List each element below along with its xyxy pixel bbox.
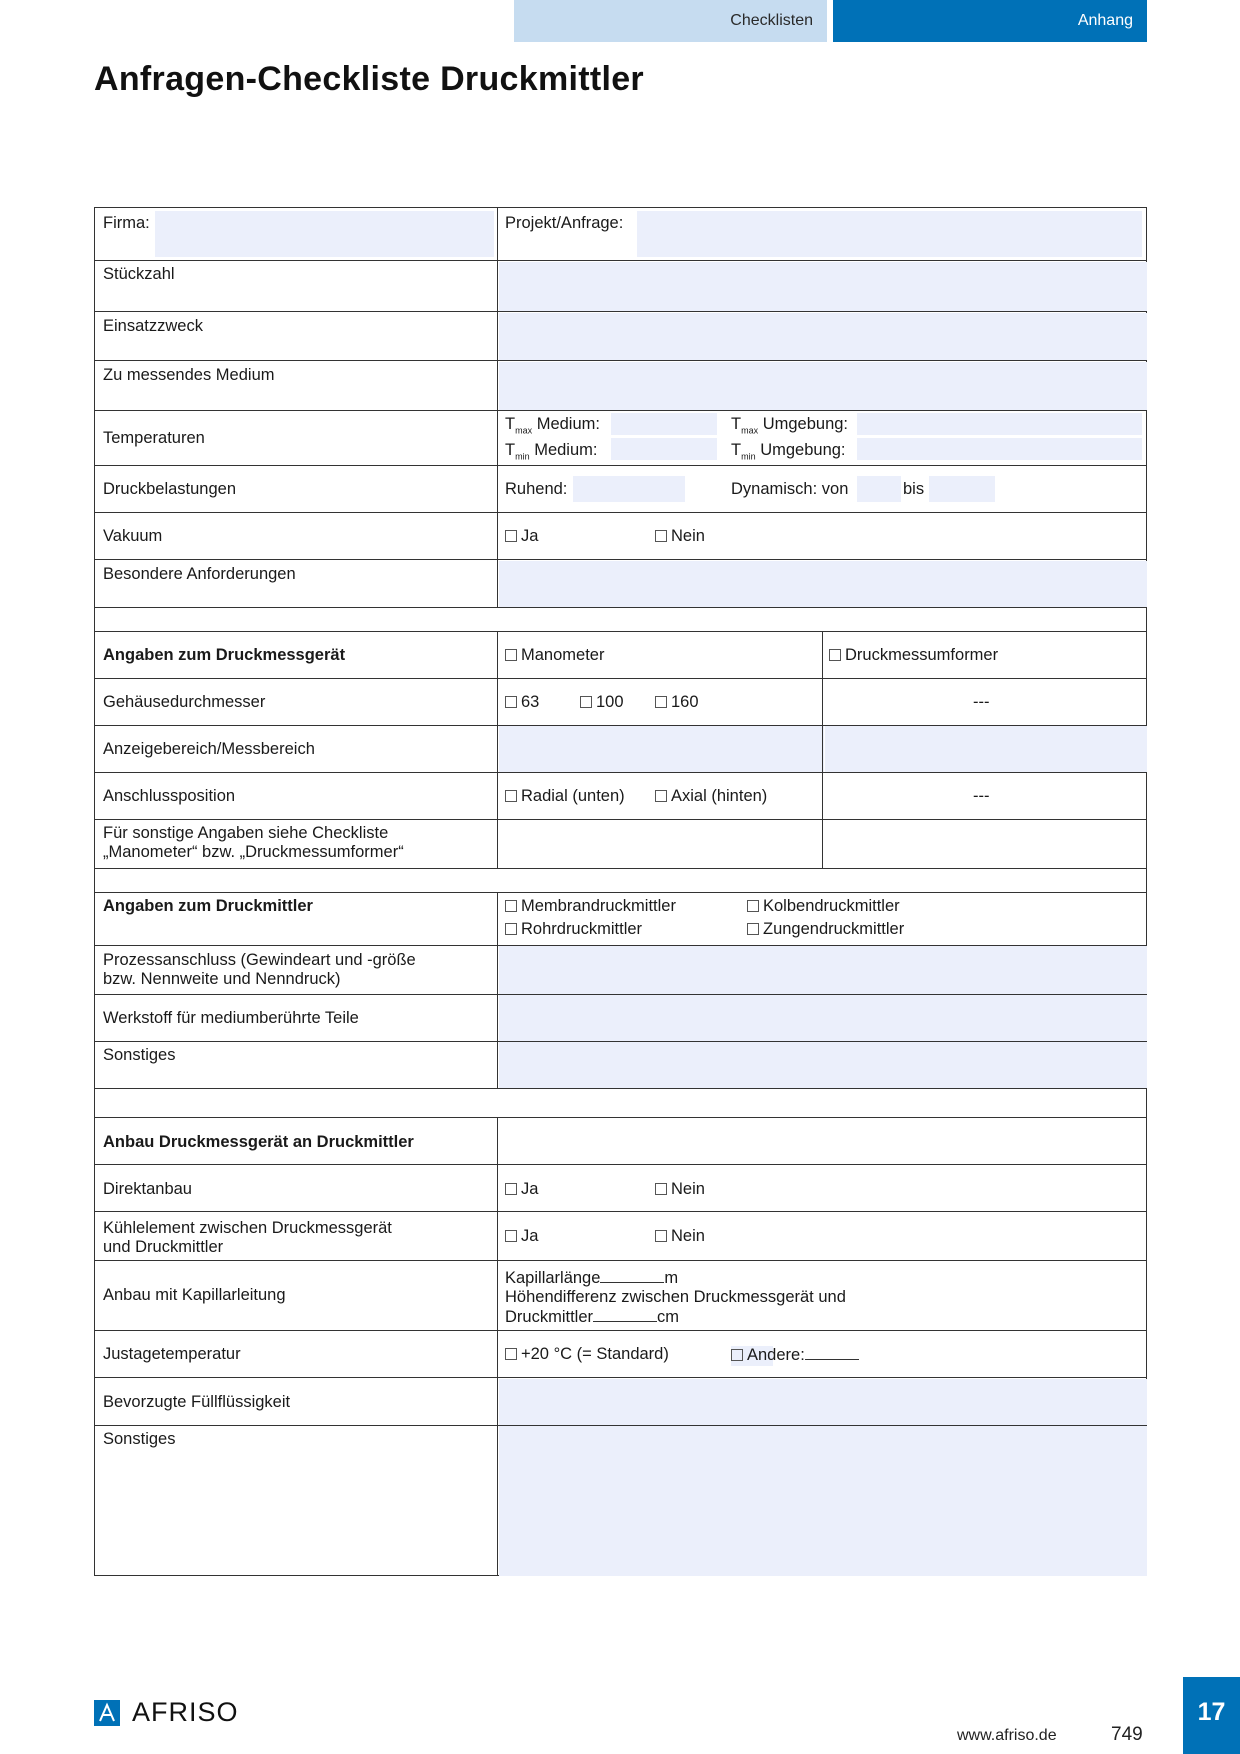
andere-label: Andere:: [747, 1346, 805, 1364]
checkbox-icon: [655, 530, 667, 542]
kap-laenge-field[interactable]: [600, 1268, 664, 1283]
t-symbol: T: [505, 441, 516, 459]
manometer-checkbox[interactable]: [505, 646, 604, 665]
checkbox-icon: [731, 1349, 743, 1361]
kuehlelement-label: [103, 1219, 392, 1257]
d160-checkbox[interactable]: [655, 693, 699, 712]
medium-word: Medium:: [534, 441, 598, 459]
kolben-checkbox[interactable]: [747, 897, 900, 916]
manometer-label: Manometer: [521, 646, 605, 664]
fuellfluessigkeit-input[interactable]: [499, 1379, 1147, 1425]
besondere-input[interactable]: [499, 561, 1147, 607]
stueckzahl-label: Stückzahl: [103, 265, 175, 283]
stueckzahl-input[interactable]: [499, 262, 1147, 312]
tab-anhang[interactable]: [833, 0, 1147, 42]
sonstiges-2-input[interactable]: [499, 1426, 1147, 1576]
max-sub: max: [515, 425, 533, 436]
axial-checkbox[interactable]: [655, 787, 767, 806]
checkbox-icon: [747, 923, 759, 935]
d100-checkbox[interactable]: [580, 693, 624, 712]
plus20-label: +20 °C (= Standard): [521, 1345, 669, 1363]
druckmessumformer-checkbox[interactable]: [829, 646, 998, 665]
werkstoff-label: Werkstoff für mediumberührte Teile: [103, 1009, 359, 1027]
sonstiges-2-label: Sonstiges: [103, 1430, 176, 1448]
kuehl-line-2: und Druckmittler: [103, 1238, 224, 1256]
plus20-checkbox[interactable]: [505, 1345, 669, 1364]
tmin-umgebung-input[interactable]: [857, 438, 1142, 460]
temperaturen-label: Temperaturen: [103, 429, 205, 447]
axial-label: Axial (hinten): [671, 787, 768, 805]
checkbox-icon: [505, 923, 517, 935]
sonstige-line-2: „Manometer“ bzw. „Druckmessumformer“: [103, 843, 404, 861]
dynamisch-bis-input[interactable]: [929, 476, 995, 502]
tmin-medium-label: [505, 441, 597, 466]
angaben-geraet-heading: Angaben zum Druckmessgerät: [103, 646, 346, 664]
checklist-form: [94, 207, 1147, 1576]
max-sub: max: [741, 425, 759, 436]
page-number: 749: [1111, 1724, 1143, 1745]
besondere-label: Besondere Anforderungen: [103, 565, 296, 583]
gehaeuse-label: Gehäusedurchmesser: [103, 693, 266, 711]
prozess-line-2: bzw. Nennweite und Nenndruck): [103, 970, 341, 988]
checkbox-icon: [655, 1230, 667, 1242]
angaben-mittler-heading: Angaben zum Druckmittler: [103, 897, 313, 915]
d100-label: 100: [596, 693, 624, 711]
checkbox-icon: [829, 649, 841, 661]
ruhend-label: Ruhend:: [505, 480, 568, 498]
radial-label: Radial (unten): [521, 787, 625, 805]
tab-checklisten-label: Checklisten: [730, 12, 813, 29]
medium-input[interactable]: [499, 362, 1147, 410]
vakuum-ja-checkbox[interactable]: [505, 527, 538, 546]
firma-input[interactable]: [155, 211, 494, 257]
tmin-medium-input[interactable]: [611, 438, 717, 460]
kuehl-line-1: Kühlelement zwischen Druckmessgerät: [103, 1219, 392, 1237]
anzeigebereich-label: Anzeigebereich/Messbereich: [103, 740, 315, 758]
vakuum-nein-checkbox[interactable]: [655, 527, 705, 546]
page-title: Anfragen-Checkliste Druckmittler: [94, 60, 644, 98]
min-sub: min: [741, 451, 756, 462]
sonstige-angaben-label: [103, 824, 404, 862]
radial-checkbox[interactable]: [505, 787, 625, 806]
chapter-badge: 17: [1183, 1677, 1240, 1754]
kap-cm-field[interactable]: [593, 1307, 657, 1322]
druckmessumformer-label: Druckmessumformer: [845, 646, 999, 664]
einsatzzweck-input[interactable]: [499, 313, 1147, 361]
t-symbol: T: [505, 415, 516, 433]
checkbox-icon: [505, 790, 517, 802]
ruhend-input[interactable]: [573, 476, 685, 502]
afriso-brand: AFRISO: [132, 1697, 239, 1727]
andere-checkbox[interactable]: [731, 1345, 859, 1365]
projekt-input[interactable]: [637, 211, 1142, 257]
firma-label: Firma:: [103, 214, 150, 232]
tmax-umgebung-label: [731, 415, 848, 440]
dynamisch-von-input[interactable]: [857, 476, 901, 502]
anschlussposition-label: Anschlussposition: [103, 787, 236, 805]
zungen-label: Zungendruckmittler: [763, 920, 905, 938]
footer-url[interactable]: www.afriso.de: [957, 1727, 1057, 1744]
gehaeuse-dash: ---: [973, 693, 990, 711]
t-symbol: T: [731, 415, 742, 433]
membran-checkbox[interactable]: [505, 897, 676, 916]
anzeigebereich-umformer-input[interactable]: [825, 726, 1147, 772]
vakuum-label: Vakuum: [103, 527, 163, 545]
werkstoff-input[interactable]: [499, 995, 1147, 1041]
kap-mittler-label: Druckmittler: [505, 1308, 594, 1326]
nein-label: Nein: [671, 1227, 705, 1245]
checkbox-icon: [580, 696, 592, 708]
kuehl-nein-checkbox[interactable]: [655, 1227, 705, 1246]
prozess-line-1: Prozessanschluss (Gewindeart und -größe: [103, 951, 416, 969]
kapillar-details: [505, 1268, 846, 1327]
fuellfluessigkeit-label: Bevorzugte Füllflüssigkeit: [103, 1393, 291, 1411]
kuehl-ja-checkbox[interactable]: [505, 1227, 538, 1246]
rohr-checkbox[interactable]: [505, 920, 642, 939]
tmax-umgebung-input[interactable]: [857, 413, 1142, 435]
medium-word: Medium:: [536, 415, 600, 433]
einsatzzweck-label: Einsatzzweck: [103, 317, 203, 335]
tmax-medium-label: [505, 415, 600, 440]
sonstige-line-1: Für sonstige Angaben siehe Checkliste: [103, 824, 389, 842]
d63-label: 63: [521, 693, 540, 711]
nein-label: Nein: [671, 1180, 705, 1198]
direktanbau-ja-checkbox[interactable]: [505, 1180, 538, 1199]
ja-label: Ja: [521, 1180, 539, 1198]
dynamisch-label: Dynamisch: von: [731, 480, 849, 498]
medium-label: Zu messendes Medium: [103, 366, 275, 384]
checkbox-icon: [505, 1230, 517, 1242]
membran-label: Membrandruckmittler: [521, 897, 676, 915]
direktanbau-label: Direktanbau: [103, 1180, 192, 1198]
tmin-umgebung-label: [731, 441, 846, 466]
tab-anhang-label: Anhang: [1077, 12, 1133, 29]
checkbox-icon: [505, 649, 517, 661]
justage-label: Justagetemperatur: [103, 1345, 241, 1363]
direktanbau-nein-checkbox[interactable]: [655, 1180, 705, 1199]
kap-laenge-label: Kapillarlänge: [505, 1269, 601, 1287]
checkbox-icon: [505, 1348, 517, 1360]
d160-label: 160: [671, 693, 699, 711]
tab-checklisten[interactable]: [514, 0, 827, 42]
rohr-label: Rohrdruckmittler: [521, 920, 643, 938]
sonstiges-label: Sonstiges: [103, 1046, 176, 1064]
anzeigebereich-manometer-input[interactable]: [499, 726, 824, 772]
tmax-medium-input[interactable]: [611, 413, 717, 435]
umgebung-word: Umgebung:: [760, 441, 846, 459]
d63-checkbox[interactable]: [505, 693, 539, 712]
checkbox-icon: [505, 530, 517, 542]
prozess-label: [103, 951, 416, 989]
druckbelastungen-label: Druckbelastungen: [103, 480, 236, 498]
afriso-logo-icon: [94, 1700, 120, 1726]
prozess-input[interactable]: [499, 946, 1147, 994]
afriso-logo: [94, 1697, 239, 1728]
anbau-heading: Anbau Druckmessgerät an Druckmittler: [103, 1133, 414, 1151]
andere-field[interactable]: [805, 1345, 859, 1360]
sonstiges-input[interactable]: [499, 1042, 1147, 1088]
t-symbol: T: [731, 441, 742, 459]
umgebung-word: Umgebung:: [762, 415, 849, 433]
checkbox-icon: [505, 900, 517, 912]
checkbox-icon: [655, 790, 667, 802]
kap-hoehe-label: Höhendifferenz zwischen Druckmessgerät und: [505, 1288, 846, 1306]
kolben-label: Kolbendruckmittler: [763, 897, 900, 915]
kap-cm-unit: cm: [657, 1308, 680, 1326]
kapillar-label: Anbau mit Kapillarleitung: [103, 1286, 286, 1304]
ja-label: Ja: [521, 1227, 539, 1245]
bis-label: bis: [903, 480, 925, 498]
anschluss-dash: ---: [973, 787, 990, 805]
zungen-checkbox[interactable]: [747, 920, 904, 939]
checkbox-icon: [747, 900, 759, 912]
checkbox-icon: [655, 696, 667, 708]
nein-label: Nein: [671, 527, 705, 545]
kap-m-unit: m: [664, 1269, 679, 1287]
checkbox-icon: [655, 1183, 667, 1195]
checkbox-icon: [505, 1183, 517, 1195]
checkbox-icon: [505, 696, 517, 708]
projekt-label: Projekt/Anfrage:: [505, 214, 624, 232]
ja-label: Ja: [521, 527, 539, 545]
min-sub: min: [515, 451, 530, 462]
